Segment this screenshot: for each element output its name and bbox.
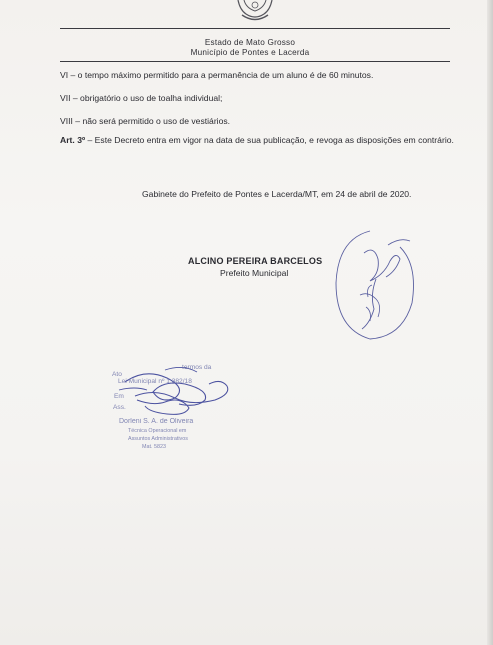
item-vii: VII – obrigatório o uso de toalha individual; [60, 93, 223, 103]
item-vi: VI – o tempo máximo permitido para a permanência de um aluno é de 60 minutos. [60, 70, 374, 80]
article-3-text: – Este Decreto entra em vigor na data de sua publicação, e revoga as disposições em contrário. [85, 135, 454, 145]
stamp-scribble [105, 360, 245, 460]
stamp-line-8: Mat. 5823 [142, 444, 166, 450]
article-3-label: Art. 3º [60, 135, 86, 145]
stamp-line-6: Técnica Operacional em [128, 428, 187, 434]
stamp-line-4: Ass. [113, 404, 126, 411]
stamp-line-1: Ato [112, 371, 122, 378]
stamp-line-5: Dorleni S. A. de Oliveira [119, 418, 194, 425]
stamp-line-2: Lei Municipal nº 1.382/18 [118, 378, 192, 385]
item-viii: VIII – não será permitido o uso de vestiários. [60, 116, 231, 126]
signatory-name: ALCINO PEREIRA BARCELOS [188, 256, 323, 266]
header-state: Estado de Mato Grosso [204, 38, 296, 47]
header-city: Município de Pontes e Lacerda [190, 48, 310, 57]
signatory-role: Prefeito Municipal [220, 268, 289, 278]
header-rule-bottom [60, 61, 450, 62]
stamp-line-7: Assuntos Administrativos [128, 436, 188, 442]
stamp-line-3: Em [114, 393, 124, 400]
handwritten-signature [330, 225, 420, 345]
dateline: Gabinete do Prefeito de Pontes e Lacerda/MT, em 24 de abril de 2020. [142, 189, 412, 199]
article-3 [60, 135, 460, 147]
paper-edge-shadow [487, 0, 493, 645]
stamp-line-1b: termos da [182, 364, 212, 371]
header-rule-top [60, 28, 450, 29]
coat-of-arms-icon [232, 0, 278, 22]
